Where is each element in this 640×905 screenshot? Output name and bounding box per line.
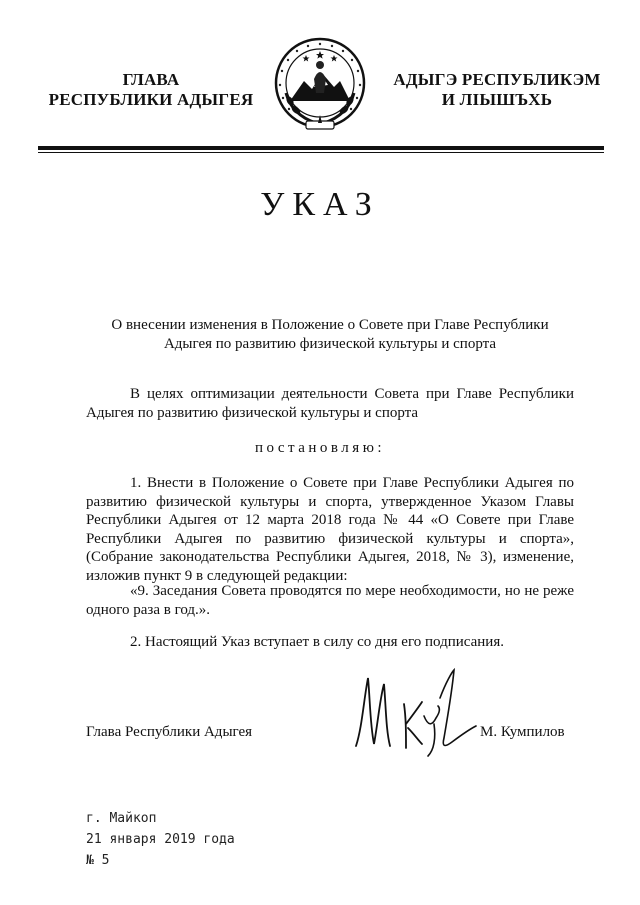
signature-name: М. Кумпилов (480, 724, 565, 740)
meta-number: № 5 (86, 853, 110, 868)
item1-paragraph (86, 474, 574, 585)
quote-line1: «9. Заседания Совета проводятся по мере необходимости, но не реже (130, 583, 574, 599)
subject-line2: Адыгея по развитию физической культуры и спорта (163, 336, 497, 352)
signature-position: Глава Республики Адыгея (86, 724, 253, 740)
preamble-line2: Адыгея по развитию физической культуры и спорта (86, 404, 419, 421)
meta-date: 21 января 2019 года (86, 832, 235, 847)
item1-line1: 1. Внести в Положение о Совете при Главе Республики Адыгея по (130, 475, 574, 491)
item1-line4: Республики Адыгея по развитию физической культуры и спорта», (86, 530, 574, 547)
preamble-paragraph (86, 385, 574, 422)
meta-city: г. Майкоп (86, 811, 157, 826)
header-right-line2: И ЛІЫШЪХЬ (441, 90, 553, 109)
subject-line1: О внесении изменения в Положение о Совете при Главе Республики (111, 317, 549, 333)
document-meta (86, 808, 235, 871)
preamble-line1: В целях оптимизации деятельности Совета при Главе Республики (130, 386, 574, 402)
handwritten-signature (348, 668, 478, 758)
document-subject (100, 316, 560, 354)
header-rule-thin (38, 152, 604, 153)
header-left-line2: РЕСПУБЛИКИ АДЫГЕЯ (48, 90, 254, 109)
decree-word: постановляю: (254, 440, 386, 456)
header-left-line1: ГЛАВА (122, 70, 180, 89)
coat-of-arms-emblem (270, 35, 370, 135)
item1-line5: (Собрание законодательства Республики Адыгея, 2018, № 3), изменение, (86, 549, 574, 565)
item1-line6: изложив пункт 9 в следующей редакции: (86, 567, 348, 584)
header-rule-thick (38, 146, 604, 150)
quote-line2: одного раза в год.». (86, 601, 211, 618)
item1-line2: развитию физической культуры и спорта, утвержденное Указом Главы (86, 493, 574, 510)
quote-paragraph (86, 582, 574, 619)
header-right (384, 70, 610, 110)
header-left (46, 70, 256, 110)
item2-paragraph (86, 633, 574, 652)
document-title: УКАЗ (260, 186, 380, 223)
header-right-line1: АДЫГЭ РЕСПУБЛИКЭМ (393, 70, 601, 89)
item2-line: 2. Настоящий Указ вступает в силу со дня его подписания. (130, 634, 504, 650)
item1-line3: Республики Адыгея от 12 марта 2018 года № 44 «О Совете при Главе (86, 512, 574, 528)
